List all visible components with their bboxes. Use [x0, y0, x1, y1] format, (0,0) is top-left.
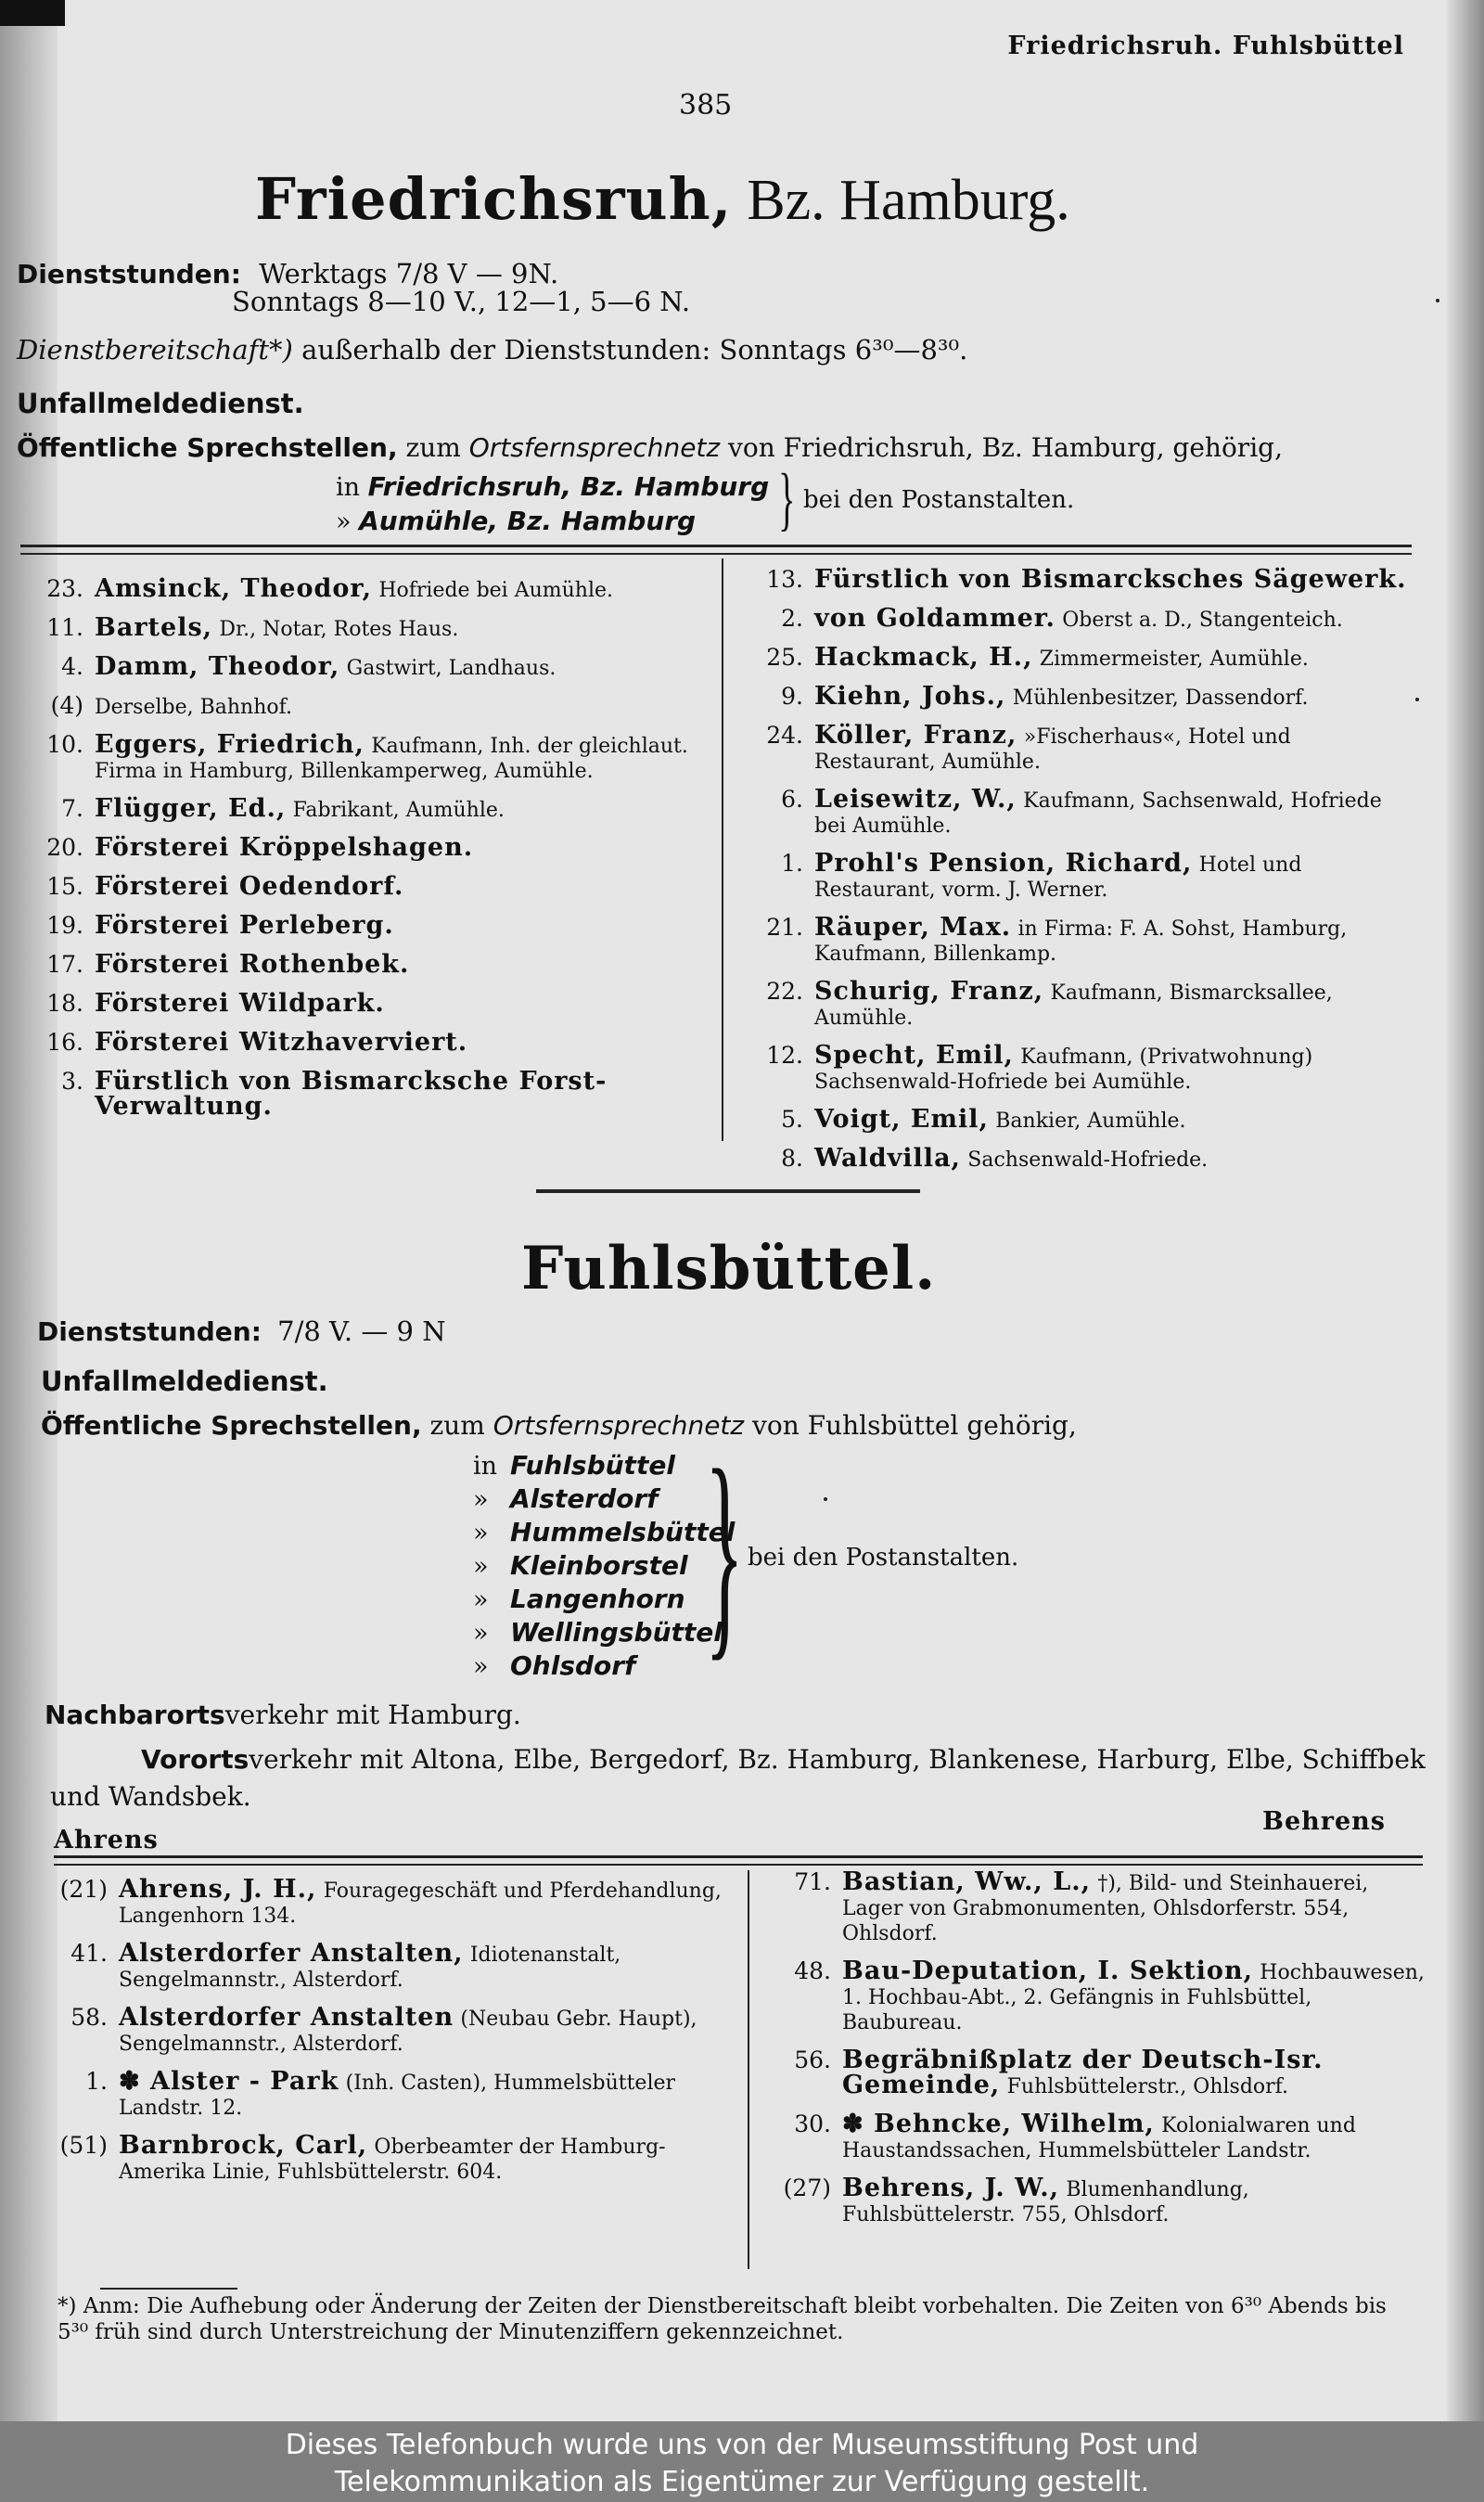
- entry-number: 6.: [781, 786, 803, 813]
- fu-public-net: Ortsfernsprechnetz: [493, 1410, 745, 1441]
- entry-name: Amsinck, Theodor,: [95, 574, 373, 603]
- entry-description: Hotel und Restaurant, vorm. J. Werner.: [814, 853, 1302, 902]
- entry-name: Försterei Wildpark.: [95, 989, 385, 1018]
- directory-entry: [30, 989, 707, 1018]
- entry-number: 71.: [794, 1868, 831, 1895]
- entry-number: 56.: [794, 2047, 831, 2073]
- directory-entry: [54, 2003, 731, 2057]
- fu-place-7: [473, 1649, 735, 1683]
- entry-description: Oberst a. D., Stangenteich.: [1062, 609, 1343, 632]
- fu-place-6-name: Wellingsbüttel: [510, 1617, 723, 1648]
- entry-text: [95, 613, 707, 642]
- entry-description: in Firma: F. A. Sohst, Hamburg, Kaufmann, Billenkamp.: [814, 917, 1348, 966]
- directory-entry: [749, 1144, 1417, 1173]
- entry-number: 1.: [781, 850, 803, 877]
- entry-description: (Inh. Casten), Hummelsbütteler Landstr. 12.: [119, 2072, 676, 2120]
- fu-place-7-name: Ohlsdorf: [510, 1650, 636, 1681]
- entry-text: [95, 833, 707, 862]
- fu-place-4-name: Kleinborstel: [510, 1550, 688, 1581]
- entry-name: Försterei Kröppelshagen.: [95, 833, 474, 862]
- entry-text: [842, 2048, 1426, 2099]
- entry-text: [119, 1939, 731, 1993]
- fu-place-5-name: Langenhorn: [510, 1584, 685, 1614]
- fu-column-divider: [748, 1870, 749, 2269]
- entry-number: 19.: [46, 912, 83, 939]
- entry-number: 18.: [46, 990, 83, 1017]
- fu-place-7-prefix: »: [473, 1652, 489, 1681]
- entry-text: [95, 652, 707, 681]
- entry-name: von Goldammer.: [814, 604, 1055, 633]
- fu-place-2-prefix: »: [473, 1485, 489, 1514]
- directory-entry: [777, 1959, 1426, 2035]
- entry-name: Köller, Franz,: [814, 721, 1017, 750]
- fr-public-net: Ortsfernsprechnetz: [468, 432, 721, 463]
- archive-caption: [0, 2421, 1484, 2502]
- directory-entry: [30, 794, 707, 823]
- directory-entry: [30, 872, 707, 901]
- entry-description: Fuhlsbüttelerstr., Ohlsdorf.: [1006, 2075, 1289, 2098]
- entry-description: Blumenhandlung, Fuhlsbüttelerstr. 755, Ohlsdorf.: [842, 2178, 1249, 2226]
- fu-suburb-bold: Vororts: [141, 1744, 249, 1775]
- entry-name: Fürstlich von Bismarcksche Forst-Verwaltung.: [95, 1067, 608, 1121]
- fu-places-brace: }: [705, 1423, 744, 1680]
- entry-text: [842, 1867, 1426, 1946]
- entry-number: 12.: [766, 1042, 803, 1069]
- fr-place-1-name: Friedrichsruh, Bz. Hamburg: [367, 471, 770, 502]
- entry-text: [119, 2131, 731, 2185]
- fu-place-3-prefix: »: [473, 1519, 489, 1547]
- entry-description: Mühlenbesitzer, Dassendorf.: [1012, 686, 1309, 710]
- fu-place-4: [473, 1549, 735, 1583]
- entry-name: Försterei Oedendorf.: [95, 872, 404, 901]
- entry-name: Behrens, J. W.,: [842, 2174, 1060, 2202]
- entry-number: 9.: [781, 683, 803, 710]
- entry-text: [119, 1875, 731, 1929]
- fr-readiness: [17, 334, 967, 366]
- speck: [1415, 698, 1419, 701]
- fr-hours-line1: [17, 258, 558, 289]
- fu-accident: Unfallmeldedienst.: [41, 1366, 328, 1397]
- fr-readiness-label: Dienstbereitschaft*): [17, 334, 293, 366]
- fr-hours-2: Sonntags 8—10 V., 12—1, 5—6 N.: [232, 286, 691, 317]
- entry-description: Derselbe, Bahnhof.: [95, 696, 292, 719]
- running-header: Friedrichsruh. Fuhlsbüttel: [1007, 32, 1404, 60]
- fu-place-2-name: Alsterdorf: [510, 1483, 659, 1514]
- fu-place-1-prefix: in: [473, 1452, 498, 1481]
- fuhlsbuettel-title-bold: Fuhlsbüttel.: [521, 1234, 937, 1303]
- entry-name: Barnbrock, Carl,: [119, 2131, 368, 2160]
- directory-entry: [54, 1875, 731, 1929]
- entry-number: 7.: [61, 795, 83, 822]
- directory-entry: [749, 977, 1417, 1031]
- entry-description: Oberbeamter der Hamburg-Amerika Linie, Fuhlsbüttelerstr. 604.: [119, 2136, 666, 2184]
- fu-place-1: [473, 1449, 735, 1482]
- fuhlsbuettel-title: [521, 1234, 936, 1303]
- fr-places-brace: }: [778, 460, 796, 538]
- fr-public-rest: von Friedrichsruh, Bz. Hamburg, gehörig,: [728, 432, 1283, 463]
- entry-text: [814, 1105, 1417, 1134]
- entry-description: Kaufmann, Sachsenwald, Hofriede bei Aumühle.: [814, 789, 1382, 838]
- directory-entry: [54, 2067, 731, 2121]
- entry-number: 23.: [46, 575, 83, 602]
- entry-description: Zimmermeister, Aumühle.: [1039, 648, 1309, 671]
- entry-name: ✽ Behncke, Wilhelm,: [842, 2110, 1155, 2138]
- entry-name: Damm, Theodor,: [95, 652, 340, 681]
- entry-number: 48.: [794, 1957, 831, 1984]
- directory-entry: [777, 2048, 1426, 2099]
- directory-entry: [30, 833, 707, 862]
- entry-number: 10.: [46, 731, 83, 758]
- entry-number: 21.: [766, 914, 803, 941]
- fu-place-5: [473, 1583, 735, 1616]
- entry-description: †), Bild- und Steinhauerei, Lager von Grabmonumenten, Ohlsdorferstr. 554, Ohlsdorf.: [842, 1872, 1369, 1945]
- directory-entry: [749, 604, 1417, 633]
- entry-description: Idiotenanstalt, Sengelmannstr., Alsterdorf.: [119, 1944, 621, 1992]
- fu-place-6-prefix: »: [473, 1619, 489, 1648]
- fr-rule-top-2: [20, 553, 1412, 555]
- speck: [824, 1497, 827, 1501]
- directory-entry: [30, 613, 707, 642]
- fr-hours-1: Werktags 7/8 V — 9N.: [259, 258, 559, 289]
- entry-name: Ahrens, J. H.,: [119, 1875, 317, 1904]
- entry-name: Räuper, Max.: [814, 913, 1012, 942]
- directory-entry: [777, 2176, 1426, 2227]
- fu-place-3: [473, 1516, 735, 1549]
- entry-number: (27): [783, 2175, 831, 2201]
- fr-place-2: [336, 506, 696, 536]
- scan-corner-mark: [0, 0, 65, 26]
- directory-entry: [30, 574, 707, 603]
- page-number: 385: [679, 89, 733, 122]
- entry-text: [842, 2112, 1426, 2163]
- entry-number: 30.: [794, 2111, 831, 2137]
- entry-number: 25.: [766, 644, 803, 671]
- fu-hours: 7/8 V. — 9 N: [277, 1315, 446, 1347]
- entry-text: [842, 1959, 1426, 2035]
- entry-text: [119, 2003, 731, 2057]
- fr-rule-top: [20, 545, 1412, 547]
- directory-entry: [777, 1867, 1426, 1946]
- fr-place-2-name: Aumühle, Bz. Hamburg: [359, 506, 697, 536]
- fr-left-column: [30, 574, 707, 1134]
- entry-number: 16.: [46, 1029, 83, 1056]
- entry-text: [95, 1067, 707, 1121]
- entry-name: Fürstlich von Bismarcksches Sägewerk.: [814, 565, 1407, 594]
- entry-text: [95, 872, 707, 901]
- fu-place-6: [473, 1616, 735, 1649]
- fu-public-rest: von Fuhlsbüttel gehörig,: [752, 1410, 1077, 1441]
- fu-hours-line: [37, 1315, 446, 1347]
- entry-number: 8.: [781, 1145, 803, 1172]
- fu-place-1-name: Fuhlsbüttel: [510, 1450, 675, 1481]
- entry-text: [814, 643, 1417, 672]
- entry-text: [842, 2176, 1426, 2227]
- fu-hours-label: Dienststunden:: [37, 1316, 262, 1347]
- entry-name: Voigt, Emil,: [814, 1105, 989, 1134]
- directory-entry: [30, 730, 707, 784]
- fr-readiness-text: außerhalb der Dienststunden: Sonntags 6³⁰—8³⁰.: [301, 334, 968, 366]
- entry-text: [95, 574, 707, 603]
- footnote-rule: [100, 2288, 237, 2290]
- entry-text: [814, 977, 1417, 1031]
- entry-text: [814, 913, 1417, 967]
- directory-entry: [749, 721, 1417, 775]
- entry-text: [95, 989, 707, 1018]
- entry-name: Försterei Witzhaverviert.: [95, 1028, 468, 1057]
- fr-public-mid: zum: [405, 432, 461, 463]
- directory-entry: [777, 2112, 1426, 2163]
- entry-number: 58.: [70, 2004, 108, 2031]
- directory-entry: [30, 694, 707, 720]
- fu-suburb-rest: verkehr mit Altona, Elbe, Bergedorf, Bz. Hamburg, Blankenese, Harburg, Elbe, Schiffbek: [249, 1744, 1426, 1775]
- entry-number: 24.: [766, 722, 803, 749]
- entry-description: Hochbauwesen, 1. Hochbau-Abt., 2. Gefängnis in Fuhlsbüttel, Baubureau.: [842, 1961, 1425, 2034]
- entry-number: (51): [59, 2132, 108, 2159]
- entry-description: (Neubau Gebr. Haupt), Sengelmannstr., Alsterdorf.: [119, 2008, 697, 2056]
- entry-number: 22.: [766, 978, 803, 1005]
- directory-entry: [749, 643, 1417, 672]
- fr-place-2-prefix: »: [336, 507, 352, 536]
- fu-place-5-prefix: »: [473, 1585, 489, 1614]
- fr-public-line: [17, 432, 1283, 463]
- fu-neighbor-line: [45, 1700, 521, 1730]
- fu-public-label: Öffentliche Sprechstellen,: [41, 1410, 422, 1441]
- entry-description: Fabrikant, Aumühle.: [292, 799, 505, 822]
- entry-text: [814, 565, 1417, 594]
- fu-rule-top-2: [54, 1864, 1423, 1866]
- friedrichsruh-title: [255, 165, 1070, 234]
- entry-number: (21): [59, 1876, 108, 1903]
- entry-description: Gastwirt, Landhaus.: [346, 657, 556, 680]
- entry-name: Specht, Emil,: [814, 1041, 1014, 1070]
- entry-name: Alsterdorfer Anstalten,: [119, 1939, 464, 1968]
- entry-name: Hackmack, H.,: [814, 643, 1033, 672]
- entry-name: Bau-Deputation, I. Sektion,: [842, 1957, 1253, 1985]
- fu-suburb-line: [141, 1744, 1426, 1775]
- entry-name: Waldvilla,: [814, 1144, 961, 1173]
- entry-number: (4): [50, 692, 83, 719]
- directory-entry: [30, 652, 707, 681]
- entry-text: [814, 721, 1417, 775]
- entry-number: 20.: [46, 834, 83, 861]
- directory-entry: [749, 682, 1417, 711]
- speck: [1436, 299, 1439, 302]
- entry-text: [119, 2067, 731, 2121]
- entry-text: [95, 694, 707, 720]
- entry-number: 2.: [781, 605, 803, 632]
- entry-number: 15.: [46, 873, 83, 900]
- page-edge-right: [1447, 0, 1484, 2421]
- fu-section-right-head: Behrens: [1262, 1807, 1386, 1836]
- directory-entry: [30, 911, 707, 940]
- entry-name: Begräbnißplatz der Deutsch-Isr. Gemeinde,: [842, 2046, 1324, 2099]
- fu-place-3-name: Hummelsbüttel: [510, 1517, 736, 1547]
- directory-entry: [30, 1067, 707, 1121]
- entry-description: Dr., Notar, Rotes Haus.: [219, 618, 459, 641]
- entry-text: [814, 604, 1417, 633]
- fr-places-note: bei den Postanstalten.: [803, 486, 1075, 514]
- entry-name: Prohl's Pension, Richard,: [814, 849, 1193, 878]
- entry-number: 4.: [61, 653, 83, 680]
- entry-text: [95, 730, 707, 784]
- entry-text: [814, 682, 1417, 711]
- directory-entry: [54, 1939, 731, 1993]
- fu-right-column: [777, 1867, 1426, 2240]
- friedrichsruh-title-rest: Bz. Hamburg.: [747, 169, 1070, 232]
- entry-name: Försterei Rothenbek.: [95, 950, 410, 979]
- directory-entry: [749, 849, 1417, 903]
- fu-section-left-head: Ahrens: [54, 1826, 159, 1854]
- directory-entry: [54, 2131, 731, 2185]
- directory-entry: [749, 1041, 1417, 1095]
- entry-number: 41.: [70, 1940, 108, 1967]
- entry-number: 13.: [766, 566, 803, 593]
- footnote: *) Anm: Die Aufhebung oder Änderung der Zeiten der Dienstbereitschaft bleibt vorbehalten. Die Zeiten von 6³⁰ Abends bis 5³⁰ früh sind durch Unterstreichung der Minutenziffern gekennzeichnet.: [58, 2294, 1387, 2344]
- fr-accident: Unfallmeldedienst.: [17, 388, 304, 419]
- directory-entry: [749, 1105, 1417, 1134]
- entry-name: Bastian, Ww., L.,: [842, 1867, 1092, 1896]
- fr-hours-label: Dienststunden:: [17, 259, 241, 289]
- entry-description: Kaufmann, (Privatwohnung) Sachsenwald-Hofriede bei Aumühle.: [814, 1046, 1313, 1094]
- directory-entry: [749, 913, 1417, 967]
- fr-public-label: Öffentliche Sprechstellen,: [17, 432, 398, 463]
- entry-text: [95, 794, 707, 823]
- entry-description: Sachsenwald-Hofriede.: [967, 1148, 1209, 1172]
- fu-rule-top: [54, 1855, 1423, 1858]
- entry-number: 5.: [781, 1106, 803, 1133]
- entry-description: Kaufmann, Bismarcksallee, Aumühle.: [814, 982, 1333, 1030]
- fu-places-list: [473, 1449, 735, 1683]
- fu-neighbor-bold: Nachbarorts: [45, 1700, 225, 1730]
- entry-description: Fouragegeschäft und Pferdehandlung, Langenhorn 134.: [119, 1880, 722, 1928]
- fu-public-line: [41, 1410, 1077, 1441]
- entry-text: [95, 911, 707, 940]
- entry-number: 11.: [46, 614, 83, 641]
- fu-suburb-line2: und Wandsbek.: [50, 1781, 251, 1812]
- entry-description: Kolonialwaren und Haustandssachen, Hummelsbütteler Landstr.: [842, 2114, 1356, 2162]
- caption-line-2: Telekommunikation als Eigentümer zur Verfügung gestellt.: [334, 2466, 1150, 2498]
- friedrichsruh-title-bold: Friedrichsruh,: [255, 165, 733, 233]
- entry-name: Försterei Perleberg.: [95, 911, 394, 940]
- entry-name: Flügger, Ed.,: [95, 794, 287, 823]
- fu-places-note: bei den Postanstalten.: [748, 1544, 1019, 1572]
- directory-entry: [749, 565, 1417, 594]
- entry-text: [814, 785, 1417, 839]
- directory-entry: [30, 950, 707, 979]
- entry-name: Alsterdorfer Anstalten: [119, 2003, 454, 2032]
- fu-neighbor-rest: verkehr mit Hamburg.: [224, 1700, 521, 1730]
- entry-name: Schurig, Franz,: [814, 977, 1044, 1006]
- caption-line-1: Dieses Telefonbuch wurde uns von der Museumsstiftung Post und: [285, 2429, 1199, 2461]
- entry-text: [814, 1144, 1417, 1173]
- entry-number: 3.: [61, 1068, 83, 1095]
- fu-place-2: [473, 1482, 735, 1516]
- directory-entry: [749, 785, 1417, 839]
- fr-place-1: [336, 471, 769, 502]
- entry-description: Hofriede bei Aumühle.: [378, 579, 614, 602]
- directory-entry: [30, 1028, 707, 1057]
- entry-name: Bartels,: [95, 613, 213, 642]
- entry-description: »Fischerhaus«, Hotel und Restaurant, Aumühle.: [814, 725, 1291, 774]
- entry-name: Kiehn, Johs.,: [814, 682, 1006, 711]
- entry-text: [95, 1028, 707, 1057]
- fr-column-divider: [722, 558, 723, 1141]
- entry-description: Bankier, Aumühle.: [995, 1110, 1186, 1133]
- entry-number: 17.: [46, 951, 83, 978]
- entry-name: Eggers, Friedrich,: [95, 730, 365, 759]
- entry-name: ✽ Alster - Park: [119, 2067, 339, 2096]
- entry-number: 1.: [85, 2068, 108, 2095]
- entry-name: Leisewitz, W.,: [814, 785, 1017, 814]
- fu-place-4-prefix: »: [473, 1552, 489, 1581]
- entry-text: [95, 950, 707, 979]
- fr-place-1-prefix: in: [336, 473, 361, 502]
- entry-text: [814, 849, 1417, 903]
- entry-description: Kaufmann, Inh. der gleichlaut. Firma in Hamburg, Billenkamperweg, Aumühle.: [95, 735, 688, 783]
- fr-right-column: [749, 565, 1417, 1186]
- fu-left-column: [54, 1875, 731, 2198]
- fu-public-mid: zum: [429, 1410, 485, 1441]
- entry-text: [814, 1041, 1417, 1095]
- section-separator: [536, 1189, 920, 1193]
